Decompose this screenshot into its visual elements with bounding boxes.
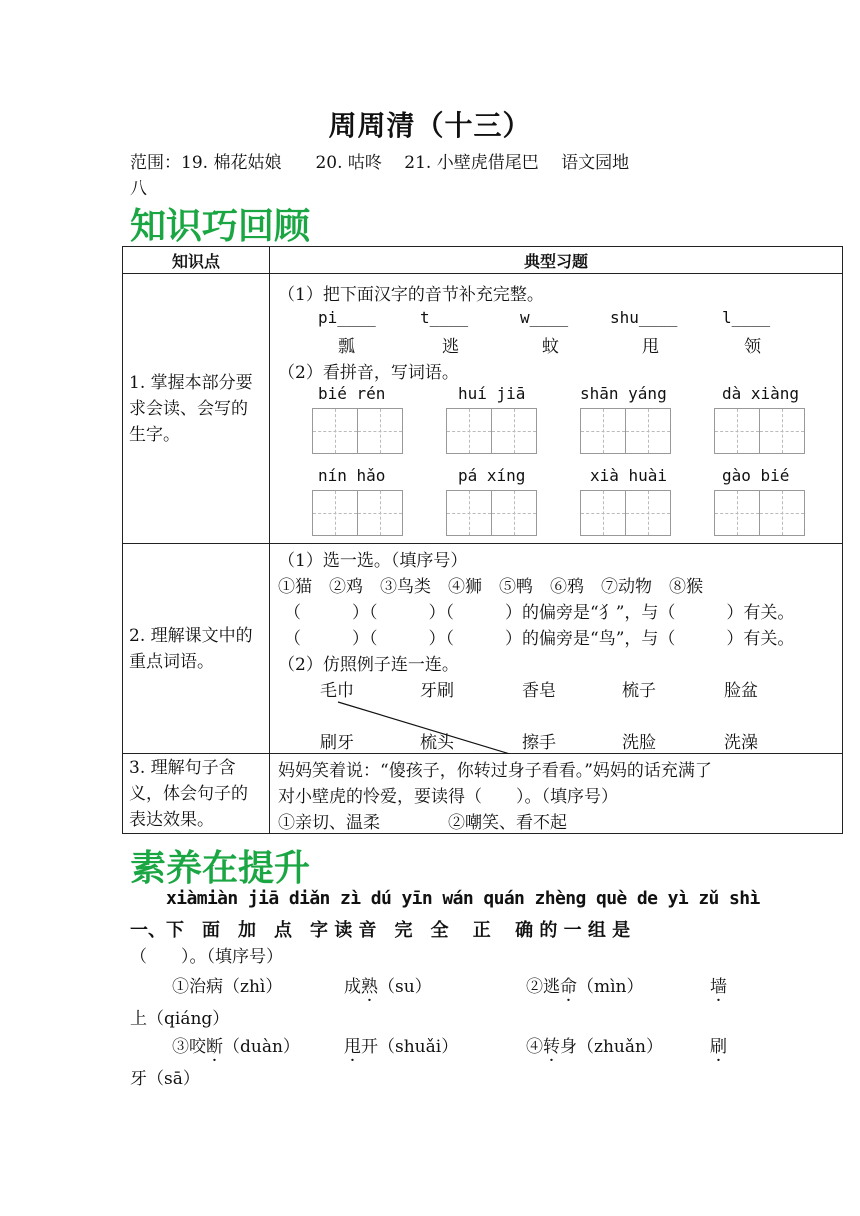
option-text: 成 [344,977,361,997]
match-word-top[interactable]: 脸盆 [724,681,758,701]
option-4b-tail: 牙（sā） [130,1069,200,1089]
match-word-top[interactable]: 梳子 [622,681,656,701]
dotted-char: 断 [206,1037,223,1057]
writing-grid[interactable] [580,490,671,536]
match-word-bottom[interactable]: 洗脸 [622,733,656,753]
page-title: 周周清（十三） [328,109,532,142]
section-title-review: 知识巧回顾 [130,206,311,247]
syllable-blank[interactable]: pi____ [318,308,376,327]
syllable-blank[interactable]: shu____ [610,308,678,327]
dotted-char: 甩 [344,1037,361,1057]
word-options: ①猫 ②鸡 ③鸟类 ④狮 ⑤鸭 ⑥鸦 ⑦动物 ⑧猴 [278,577,703,597]
dotted-char: 刷 [710,1037,727,1057]
range-line-2: 八 [130,179,147,199]
writing-grid[interactable] [714,408,805,454]
match-word-bottom[interactable]: 洗澡 [724,733,758,753]
knowledge-point-2: 2. 理解课文中的重点词语。 [123,544,270,754]
option-2b-tail: 上（qiáng） [130,1009,230,1029]
option-2a [526,972,644,997]
match-word-bottom[interactable]: 刷牙 [320,733,354,753]
writing-grid[interactable] [446,408,537,454]
option-3b [344,1032,458,1057]
sentence-line-2[interactable]: 对小壁虎的怜爱，要读得（ ）。（填序号） [278,787,618,807]
hanzi: 甩 [642,337,659,357]
match-word-top[interactable]: 香皂 [522,681,556,701]
option-3a [172,1032,300,1057]
option-text: （su） [378,977,432,997]
range-line: 范围：19. 棉花姑娘 20. 咕咚 21. 小壁虎借尾巴 语文园地 [130,153,630,173]
hanzi: 蚊 [542,337,559,357]
header-typical-exercise: 典型习题 [270,247,843,274]
question-pinyin: xiàmiàn jiā diǎn zì dú yīn wán quán zhèng què de yì zǔ shì [166,888,760,909]
option-1b [344,972,432,997]
writing-grid[interactable] [580,408,671,454]
match-word-bottom[interactable]: 梳头 [420,733,454,753]
option-1a: ①治病（zhì） [172,977,283,997]
option-text: 身（zhuǎn） [560,1037,663,1057]
fill-line-1[interactable]: （ ）（ ）（ ）的偏旁是“犭”，与（ ）有关。 [284,603,795,623]
section-title-improve: 素养在提升 [130,848,311,889]
writing-grid[interactable] [714,490,805,536]
match-word-top[interactable]: 牙刷 [420,681,454,701]
option-text: ③咬 [172,1037,206,1057]
pinyin-label: pá xíng [458,466,526,485]
question-1-2: （2）看拼音，写词语。 [278,363,459,383]
writing-grid[interactable] [312,408,403,454]
pinyin-label: shān yáng [580,384,667,403]
exercise-table [122,246,843,834]
option-2b [710,972,727,997]
match-word-bottom[interactable]: 擦手 [522,733,556,753]
knowledge-point-3: 3. 理解句子含义，体会句子的表达效果。 [123,754,270,834]
option-4a [526,1032,663,1057]
dotted-char: 熟 [361,977,378,997]
hanzi: 瓢 [338,337,355,357]
syllable-blank[interactable]: w____ [520,308,569,327]
dotted-char: 转 [543,1037,560,1057]
dotted-char: 墙 [710,977,727,997]
pinyin-label: bié rén [318,384,386,403]
hanzi: 领 [744,337,761,357]
exercise-cell-3 [270,754,843,834]
match-word-top[interactable]: 毛巾 [320,681,354,701]
option-4b [710,1032,727,1057]
writing-grid[interactable] [446,490,537,536]
pinyin-label: huí jiā [458,384,526,403]
option-text: 开（shuǎi） [361,1037,459,1057]
option-text: ④ [526,1037,543,1057]
option-text: （duàn） [223,1037,300,1057]
question-1-title: 一、下 面 加 点 字 读 音 完 全 正 确 的 一 组 是 [130,920,631,941]
answer-blank[interactable]: （ ）。（填序号） [130,947,283,967]
question-2-2: （2）仿照例子连一连。 [278,655,459,675]
pinyin-label: dà xiàng [722,384,800,403]
question-1-1: （1）把下面汉字的音节补充完整。 [278,285,544,305]
pinyin-label: gào bié [722,466,790,485]
dotted-char: 命 [560,977,577,997]
sentence-line-1: 妈妈笑着说：“傻孩子，你转过身子看看。”妈妈的话充满了 [278,761,712,781]
syllable-blank[interactable]: l____ [722,308,771,327]
fill-line-2[interactable]: （ ）（ ）（ ）的偏旁是“鸟”，与（ ）有关。 [284,629,795,649]
writing-grid[interactable] [312,490,403,536]
exercise-cell-2 [270,544,843,754]
question-2-1: （1）选一选。（填序号） [278,551,468,571]
pinyin-label: xià huài [590,466,668,485]
syllable-blank[interactable]: t____ [420,308,469,327]
knowledge-point-1: 1. 掌握本部分要求会读、会写的生字。 [123,274,270,544]
hanzi: 逃 [442,337,459,357]
option-text: ②逃 [526,977,560,997]
option-text: （mìn） [577,977,644,997]
header-knowledge-point: 知识点 [123,247,270,274]
exercise-cell-1 [270,274,843,544]
choice-options: ①亲切、温柔 ②嘲笑、看不起 [278,813,567,833]
pinyin-label: nín hǎo [318,466,386,485]
example-connect-line [270,544,843,754]
